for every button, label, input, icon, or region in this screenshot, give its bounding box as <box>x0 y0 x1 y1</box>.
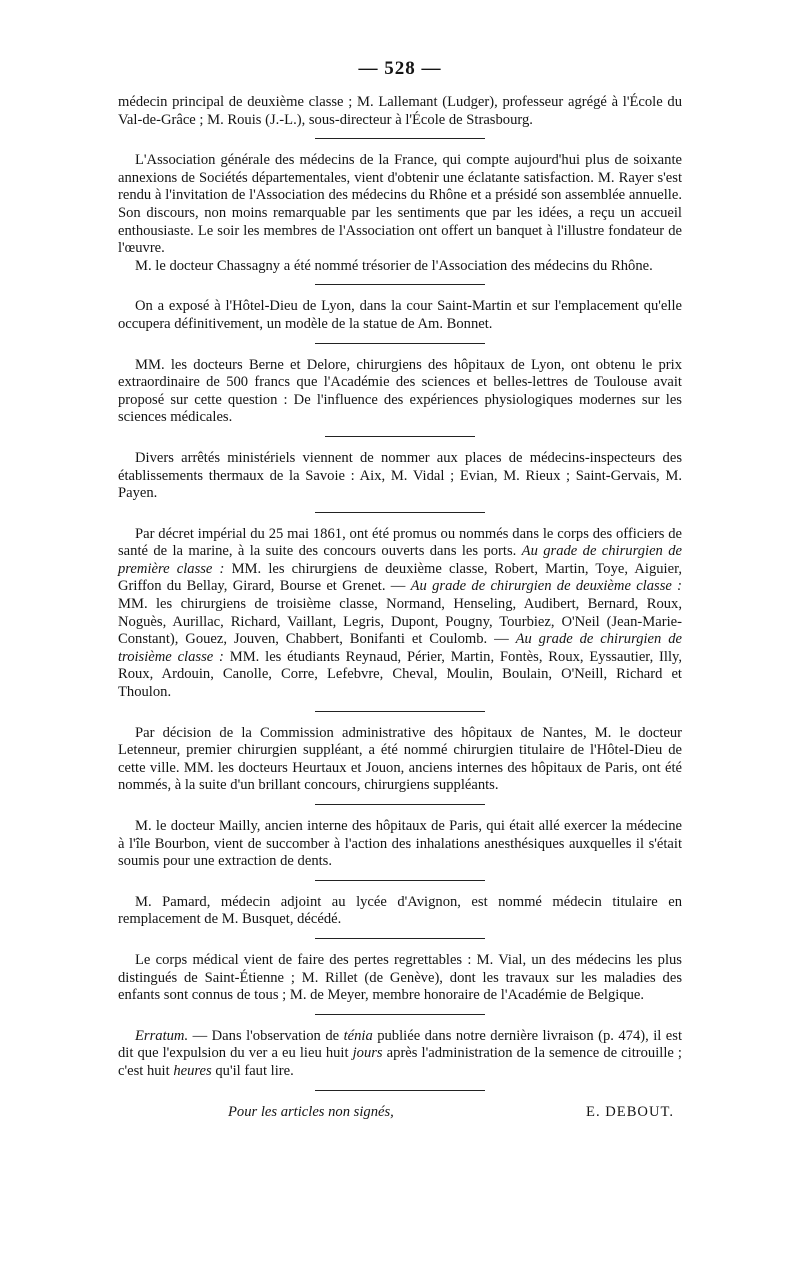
separator-rule <box>315 880 485 881</box>
paragraph-erratum <box>118 1028 682 1081</box>
separator-rule <box>315 512 485 513</box>
separator-rule <box>325 436 475 437</box>
decree-second-list: MM. les chirurgiens de troisième classe, Normand, Henseling, Audibert, Bernard, Roux, Noguès, Aurillac, Richard, Vaillant, Legris, Dupont, Pougny, Tourbiez, O'Neil (Jean-Marie-Constant), Gouez, Jouven, Chabbert, Bonifanti et Coulomb. — <box>118 596 682 648</box>
erratum-text: — Dans l'observation de <box>188 1027 344 1044</box>
grade-second-class: Au grade de chirurgien de deuxième classe : <box>410 578 682 595</box>
signature: E. DEBOUT. <box>586 1103 674 1120</box>
page-number: — 528 — <box>358 58 442 79</box>
paragraph-prize: MM. les docteurs Berne et Delore, chirurgiens des hôpitaux de Lyon, ont obtenu le prix extraordinaire de 500 francs que l'Académie des sciences et belles-lettres de Toulouse avait proposé sur cette question : De l'influence des expériences physiologiques modernes sur les sciences médicales. <box>118 356 682 426</box>
erratum-text: publiée dans notre dernière livraison (p. 474), il est dit que l'expulsion du ver a eu lieu huit <box>118 1027 682 1062</box>
paragraph-mailly: M. le docteur Mailly, ancien interne des hôpitaux de Paris, qui était allé exercer la médecine à l'île Bourbon, vient de succomber à l'action des inhalations anesthésiques auxquelles il s'était soumis pour une extraction de dents. <box>118 818 682 870</box>
erratum-term-heures: heures <box>173 1062 212 1079</box>
grade-first-class: Au grade de chirurgien de première classe : <box>118 543 682 577</box>
erratum-label: Erratum. <box>135 1027 189 1044</box>
decree-intro: Par décret impérial du 25 mai 1861, ont été promus ou nommés dans le corps des officiers de santé de la marine, à la suite des concours ouverts dans les ports. <box>118 525 682 560</box>
separator-rule <box>315 284 485 285</box>
paragraph-association: L'Association générale des médecins de la France, qui compte aujourd'hui plus de soixante annexions de Sociétés départementales, vient d'obtenir une éclatante satisfaction. M. Rayer s'est rendu à l'invitation de l'Association des médecins du Rhône et a présidé son assemblée annuelle. Son discours, non moins remarquable par les sentiments que par les idées, a reçu un accueil enthousiaste. Le soir les membres de l'Association ont offert un banquet à l'illustre fondateur de l'œuvre. <box>118 152 682 257</box>
paragraph-chassagny: M. le docteur Chassagny a été nommé trésorier de l'Association des médecins du Rhône. <box>135 257 653 274</box>
erratum-text: qu'il faut lire. <box>211 1062 294 1079</box>
separator-rule <box>315 138 485 139</box>
paragraph-continuation: médecin principal de deuxième classe ; M. Lallemant (Ludger), professeur agrégé à l'École du Val-de-Grâce ; M. Rouis (J.-L.), sous-directeur à l'École de Strasbourg. <box>118 94 682 128</box>
paragraph-pamard: M. Pamard, médecin adjoint au lycée d'Avignon, est nommé médecin titulaire en remplacement de M. Busquet, décédé. <box>118 893 682 928</box>
separator-rule <box>315 343 485 344</box>
separator-rule <box>315 711 485 712</box>
erratum-text: après l'administration de la semence de citrouille ; c'est huit <box>118 1045 682 1079</box>
separator-rule <box>315 1014 485 1015</box>
paragraph-decree <box>118 526 682 702</box>
separator-rule <box>315 804 485 805</box>
footer <box>118 1104 682 1121</box>
paragraph-nantes: Par décision de la Commission administrative des hôpitaux de Nantes, M. le docteur Letenneur, premier chirurgien suppléant, a été nommé chirurgien titulaire de l'Hôtel-Dieu de cette ville. MM. les docteurs Heurtaux et Jouon, anciens internes des hôpitaux de Paris, ont été nommés, à la suite d'un brillant concours, chirurgiens suppléants. <box>118 724 682 794</box>
erratum-term-tenia: ténia <box>343 1027 373 1044</box>
separator-rule <box>315 938 485 939</box>
paragraph-statue: On a exposé à l'Hôtel-Dieu de Lyon, dans la cour Saint-Martin et sur l'emplacement qu'elle occupera définitivement, un modèle de la statue de Am. Bonnet. <box>118 298 682 332</box>
paragraph-inspectors: Divers arrêtés ministériels viennent de nommer aux places de médecins-inspecteurs des établissements thermaux de la Savoie : Aix, M. Vidal ; Evian, M. Rieux ; Saint-Gervais, M. Payen. <box>118 449 682 502</box>
grade-third-class: Au grade de chirurgien de troisième classe : <box>118 631 682 665</box>
decree-first-list: MM. les chirurgiens de deuxième classe, Robert, Martin, Toye, Aiguier, Griffon du Bellay, Girard, Bourse et Grenet. — <box>118 560 683 595</box>
paragraph-losses: Le corps médical vient de faire des pertes regrettables : M. Vial, un des médecins les plus distingués de Saint-Étienne ; M. Rillet (de Genève), dont les travaux sur les maladies des enfants sont connus de tous ; M. de Meyer, membre honoraire de l'Académie de Belgique. <box>118 951 682 1004</box>
decree-third-list: MM. les étudiants Reynaud, Périer, Martin, Fontès, Roux, Eyssautier, Illy, Roux, Ardouin, Canolle, Corre, Lefebvre, Cheval, Moulin, Boulain, O'Neill, Richard et Thoulon. <box>118 648 683 701</box>
erratum-term-jours: jours <box>352 1045 383 1062</box>
separator-rule <box>315 1090 485 1091</box>
footer-note: Pour les articles non signés, <box>228 1103 394 1120</box>
